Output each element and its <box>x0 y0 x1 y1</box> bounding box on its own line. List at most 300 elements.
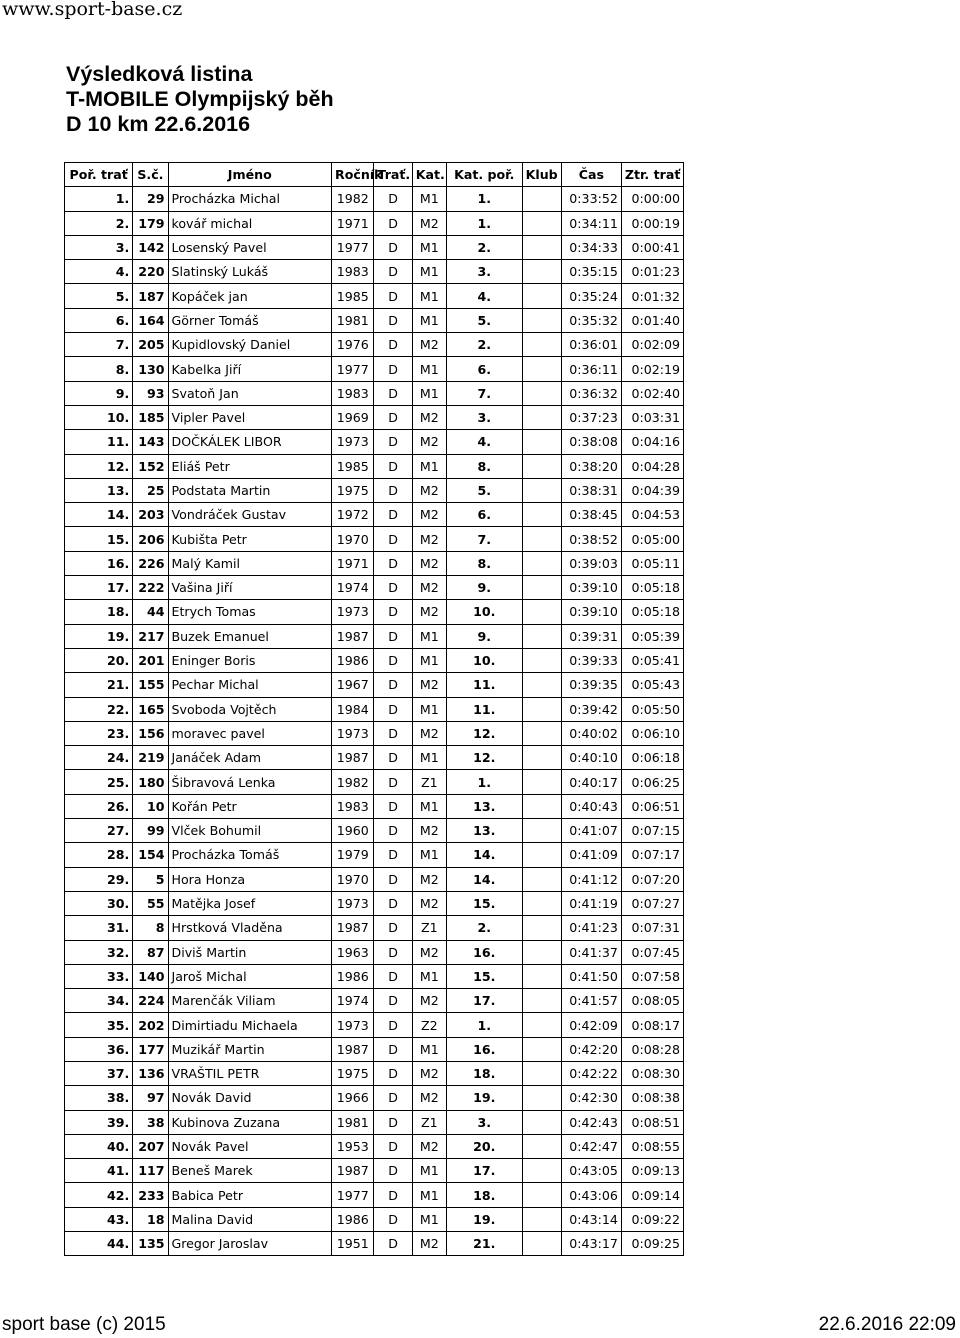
col-gap-cell: 0:02:09 <box>621 333 683 357</box>
col-name-cell: Dimirtiadu Michaela <box>168 1013 332 1037</box>
col-gap-cell: 0:05:39 <box>621 624 683 648</box>
col-bib-cell: 179 <box>133 211 168 235</box>
table-row <box>65 1232 684 1256</box>
col-trat-cell: D <box>374 235 412 259</box>
col-time-cell: 0:38:31 <box>561 478 621 502</box>
table-row <box>65 746 684 770</box>
col-kat-rank-cell: 4. <box>446 430 522 454</box>
col-year-cell: 1987 <box>332 1159 374 1183</box>
col-year-cell: 1981 <box>332 308 374 332</box>
col-name-cell: Jaroš Michal <box>168 964 332 988</box>
table-row <box>65 989 684 1013</box>
col-name-cell: Kabelka Jiří <box>168 357 332 381</box>
col-name-cell: Kubinova Zuzana <box>168 1110 332 1134</box>
col-time-cell: 0:41:07 <box>561 819 621 843</box>
col-gap-cell: 0:07:45 <box>621 940 683 964</box>
col-kat-cell: M1 <box>412 454 446 478</box>
col-rank-cell: 15. <box>65 527 133 551</box>
col-time-cell: 0:41:50 <box>561 964 621 988</box>
col-year-cell: 1973 <box>332 721 374 745</box>
col-gap-cell: 0:07:15 <box>621 819 683 843</box>
col-kat-cell: M2 <box>412 211 446 235</box>
col-rank-cell: 6. <box>65 308 133 332</box>
col-time-cell: 0:36:11 <box>561 357 621 381</box>
col-kat-rank-cell: 19. <box>446 1207 522 1231</box>
header-col-gap: Ztr. trať <box>621 163 683 187</box>
col-bib-cell: 206 <box>133 527 168 551</box>
col-year-cell: 1966 <box>332 1086 374 1110</box>
col-year-cell: 1983 <box>332 381 374 405</box>
col-rank-cell: 14. <box>65 503 133 527</box>
col-bib-cell: 5 <box>133 867 168 891</box>
col-gap-cell: 0:08:55 <box>621 1134 683 1158</box>
col-bib-cell: 10 <box>133 794 168 818</box>
col-klub-cell <box>522 357 561 381</box>
col-kat-rank-cell: 7. <box>446 527 522 551</box>
title-line-race: T-MOBILE Olympijský běh <box>66 87 334 111</box>
col-kat-rank-cell: 4. <box>446 284 522 308</box>
col-rank-cell: 20. <box>65 648 133 672</box>
col-bib-cell: 165 <box>133 697 168 721</box>
col-bib-cell: 177 <box>133 1037 168 1061</box>
col-kat-rank-cell: 8. <box>446 551 522 575</box>
col-kat-rank-cell: 20. <box>446 1134 522 1158</box>
col-klub-cell <box>522 260 561 284</box>
col-gap-cell: 0:04:28 <box>621 454 683 478</box>
col-gap-cell: 0:07:58 <box>621 964 683 988</box>
col-klub-cell <box>522 430 561 454</box>
col-rank-cell: 7. <box>65 333 133 357</box>
col-kat-cell: M2 <box>412 1061 446 1085</box>
col-time-cell: 0:39:35 <box>561 673 621 697</box>
col-kat-rank-cell: 18. <box>446 1061 522 1085</box>
col-rank-cell: 30. <box>65 891 133 915</box>
col-rank-cell: 18. <box>65 600 133 624</box>
footer-timestamp: 22.6.2016 22:09 <box>818 1314 956 1335</box>
col-year-cell: 1973 <box>332 430 374 454</box>
col-trat-cell: D <box>374 989 412 1013</box>
col-klub-cell <box>522 989 561 1013</box>
col-gap-cell: 0:02:19 <box>621 357 683 381</box>
col-kat-cell: M1 <box>412 1037 446 1061</box>
col-trat-cell: D <box>374 1110 412 1134</box>
col-time-cell: 0:39:10 <box>561 600 621 624</box>
col-kat-cell: M1 <box>412 1183 446 1207</box>
col-kat-rank-cell: 17. <box>446 989 522 1013</box>
col-time-cell: 0:34:33 <box>561 235 621 259</box>
col-bib-cell: 224 <box>133 989 168 1013</box>
col-time-cell: 0:43:06 <box>561 1183 621 1207</box>
col-name-cell: Kopáček jan <box>168 284 332 308</box>
col-year-cell: 1951 <box>332 1232 374 1256</box>
col-trat-cell: D <box>374 527 412 551</box>
col-kat-cell: M2 <box>412 576 446 600</box>
col-trat-cell: D <box>374 1183 412 1207</box>
col-rank-cell: 41. <box>65 1159 133 1183</box>
col-kat-cell: M2 <box>412 478 446 502</box>
col-gap-cell: 0:04:53 <box>621 503 683 527</box>
col-kat-rank-cell: 2. <box>446 333 522 357</box>
col-kat-rank-cell: 16. <box>446 940 522 964</box>
col-bib-cell: 130 <box>133 357 168 381</box>
col-kat-cell: M2 <box>412 1086 446 1110</box>
col-gap-cell: 0:04:16 <box>621 430 683 454</box>
col-trat-cell: D <box>374 964 412 988</box>
col-name-cell: Pechar Michal <box>168 673 332 697</box>
table-row <box>65 697 684 721</box>
footer-copyright: sport base (c) 2015 <box>2 1314 166 1335</box>
col-year-cell: 1981 <box>332 1110 374 1134</box>
col-kat-cell: M1 <box>412 260 446 284</box>
col-rank-cell: 25. <box>65 770 133 794</box>
table-row <box>65 1207 684 1231</box>
col-trat-cell: D <box>374 551 412 575</box>
col-trat-cell: D <box>374 819 412 843</box>
col-name-cell: Malina David <box>168 1207 332 1231</box>
col-year-cell: 1977 <box>332 235 374 259</box>
table-row <box>65 1037 684 1061</box>
col-time-cell: 0:41:23 <box>561 916 621 940</box>
col-kat-rank-cell: 3. <box>446 260 522 284</box>
col-trat-cell: D <box>374 430 412 454</box>
col-rank-cell: 37. <box>65 1061 133 1085</box>
col-kat-rank-cell: 7. <box>446 381 522 405</box>
col-klub-cell <box>522 867 561 891</box>
col-trat-cell: D <box>374 1061 412 1085</box>
col-kat-rank-cell: 1. <box>446 1013 522 1037</box>
page-title <box>66 62 334 137</box>
col-kat-cell: M1 <box>412 746 446 770</box>
col-gap-cell: 0:08:51 <box>621 1110 683 1134</box>
col-time-cell: 0:37:23 <box>561 405 621 429</box>
header-col-rank: Poř. trať <box>65 163 133 187</box>
col-rank-cell: 34. <box>65 989 133 1013</box>
col-kat-cell: M1 <box>412 1159 446 1183</box>
col-kat-rank-cell: 5. <box>446 308 522 332</box>
col-year-cell: 1985 <box>332 284 374 308</box>
table-row <box>65 1013 684 1037</box>
table-row <box>65 503 684 527</box>
col-rank-cell: 9. <box>65 381 133 405</box>
table-row <box>65 1159 684 1183</box>
table-row <box>65 478 684 502</box>
col-kat-rank-cell: 15. <box>446 964 522 988</box>
col-bib-cell: 135 <box>133 1232 168 1256</box>
col-rank-cell: 35. <box>65 1013 133 1037</box>
col-time-cell: 0:42:20 <box>561 1037 621 1061</box>
col-kat-rank-cell: 2. <box>446 235 522 259</box>
col-trat-cell: D <box>374 843 412 867</box>
table-row <box>65 891 684 915</box>
table-row <box>65 527 684 551</box>
col-year-cell: 1970 <box>332 527 374 551</box>
table-row <box>65 576 684 600</box>
col-kat-cell: M2 <box>412 819 446 843</box>
table-row <box>65 721 684 745</box>
col-year-cell: 1969 <box>332 405 374 429</box>
col-trat-cell: D <box>374 1086 412 1110</box>
col-rank-cell: 17. <box>65 576 133 600</box>
col-trat-cell: D <box>374 648 412 672</box>
title-line-category: D 10 km 22.6.2016 <box>66 112 251 136</box>
col-trat-cell: D <box>374 187 412 211</box>
table-row <box>65 940 684 964</box>
col-klub-cell <box>522 916 561 940</box>
col-year-cell: 1987 <box>332 624 374 648</box>
col-kat-rank-cell: 21. <box>446 1232 522 1256</box>
col-klub-cell <box>522 1207 561 1231</box>
col-name-cell: Eliáš Petr <box>168 454 332 478</box>
col-gap-cell: 0:01:23 <box>621 260 683 284</box>
col-gap-cell: 0:05:50 <box>621 697 683 721</box>
col-kat-rank-cell: 1. <box>446 770 522 794</box>
col-bib-cell: 87 <box>133 940 168 964</box>
col-year-cell: 1983 <box>332 260 374 284</box>
col-kat-cell: M1 <box>412 1207 446 1231</box>
col-year-cell: 1975 <box>332 478 374 502</box>
col-time-cell: 0:38:52 <box>561 527 621 551</box>
table-row <box>65 308 684 332</box>
col-rank-cell: 16. <box>65 551 133 575</box>
col-bib-cell: 226 <box>133 551 168 575</box>
col-gap-cell: 0:07:31 <box>621 916 683 940</box>
col-klub-cell <box>522 1134 561 1158</box>
col-name-cell: Procházka Tomáš <box>168 843 332 867</box>
col-year-cell: 1973 <box>332 1013 374 1037</box>
col-gap-cell: 0:06:51 <box>621 794 683 818</box>
col-bib-cell: 18 <box>133 1207 168 1231</box>
col-kat-cell: M1 <box>412 357 446 381</box>
col-gap-cell: 0:08:30 <box>621 1061 683 1085</box>
col-year-cell: 1963 <box>332 940 374 964</box>
col-bib-cell: 203 <box>133 503 168 527</box>
table-row <box>65 1134 684 1158</box>
col-bib-cell: 44 <box>133 600 168 624</box>
col-klub-cell <box>522 843 561 867</box>
col-time-cell: 0:41:57 <box>561 989 621 1013</box>
col-bib-cell: 180 <box>133 770 168 794</box>
col-klub-cell <box>522 478 561 502</box>
col-time-cell: 0:42:43 <box>561 1110 621 1134</box>
col-kat-cell: M2 <box>412 989 446 1013</box>
col-kat-cell: M2 <box>412 940 446 964</box>
table-row <box>65 260 684 284</box>
col-name-cell: Gregor Jaroslav <box>168 1232 332 1256</box>
col-kat-rank-cell: 10. <box>446 648 522 672</box>
col-year-cell: 1953 <box>332 1134 374 1158</box>
results-body <box>65 187 684 1256</box>
col-rank-cell: 27. <box>65 819 133 843</box>
col-bib-cell: 205 <box>133 333 168 357</box>
table-row <box>65 867 684 891</box>
col-name-cell: Vipler Pavel <box>168 405 332 429</box>
col-kat-cell: M2 <box>412 503 446 527</box>
col-klub-cell <box>522 211 561 235</box>
col-name-cell: Kupidlovský Daniel <box>168 333 332 357</box>
col-rank-cell: 24. <box>65 746 133 770</box>
col-year-cell: 1987 <box>332 916 374 940</box>
col-klub-cell <box>522 503 561 527</box>
col-klub-cell <box>522 624 561 648</box>
col-name-cell: Slatinský Lukáš <box>168 260 332 284</box>
table-row <box>65 211 684 235</box>
col-trat-cell: D <box>374 916 412 940</box>
col-rank-cell: 39. <box>65 1110 133 1134</box>
col-trat-cell: D <box>374 940 412 964</box>
col-name-cell: Podstata Martin <box>168 478 332 502</box>
col-time-cell: 0:38:08 <box>561 430 621 454</box>
col-kat-rank-cell: 15. <box>446 891 522 915</box>
col-year-cell: 1971 <box>332 211 374 235</box>
col-gap-cell: 0:08:28 <box>621 1037 683 1061</box>
col-kat-cell: M2 <box>412 405 446 429</box>
table-row <box>65 333 684 357</box>
table-row <box>65 964 684 988</box>
col-kat-rank-cell: 6. <box>446 503 522 527</box>
col-klub-cell <box>522 819 561 843</box>
table-row <box>65 673 684 697</box>
col-kat-cell: M2 <box>412 1232 446 1256</box>
col-rank-cell: 3. <box>65 235 133 259</box>
col-klub-cell <box>522 308 561 332</box>
col-time-cell: 0:41:09 <box>561 843 621 867</box>
col-klub-cell <box>522 381 561 405</box>
header-col-kat: Kat. <box>412 163 446 187</box>
col-trat-cell: D <box>374 1013 412 1037</box>
col-rank-cell: 21. <box>65 673 133 697</box>
col-bib-cell: 93 <box>133 381 168 405</box>
table-row <box>65 600 684 624</box>
col-bib-cell: 140 <box>133 964 168 988</box>
col-bib-cell: 201 <box>133 648 168 672</box>
col-trat-cell: D <box>374 284 412 308</box>
col-name-cell: Hrstková Vladěna <box>168 916 332 940</box>
col-name-cell: Kořán Petr <box>168 794 332 818</box>
col-rank-cell: 32. <box>65 940 133 964</box>
col-rank-cell: 42. <box>65 1183 133 1207</box>
col-name-cell: Marenčák Viliam <box>168 989 332 1013</box>
col-rank-cell: 13. <box>65 478 133 502</box>
table-row <box>65 1110 684 1134</box>
col-trat-cell: D <box>374 357 412 381</box>
col-klub-cell <box>522 721 561 745</box>
col-kat-cell: M2 <box>412 430 446 454</box>
col-klub-cell <box>522 1013 561 1037</box>
col-bib-cell: 155 <box>133 673 168 697</box>
col-name-cell: kovář michal <box>168 211 332 235</box>
col-gap-cell: 0:08:05 <box>621 989 683 1013</box>
col-bib-cell: 233 <box>133 1183 168 1207</box>
col-time-cell: 0:40:43 <box>561 794 621 818</box>
col-kat-rank-cell: 5. <box>446 478 522 502</box>
col-gap-cell: 0:00:41 <box>621 235 683 259</box>
col-bib-cell: 38 <box>133 1110 168 1134</box>
col-trat-cell: D <box>374 405 412 429</box>
col-kat-rank-cell: 2. <box>446 916 522 940</box>
col-gap-cell: 0:09:14 <box>621 1183 683 1207</box>
col-gap-cell: 0:09:22 <box>621 1207 683 1231</box>
col-name-cell: Novák Pavel <box>168 1134 332 1158</box>
col-trat-cell: D <box>374 260 412 284</box>
col-gap-cell: 0:07:27 <box>621 891 683 915</box>
col-trat-cell: D <box>374 1159 412 1183</box>
col-gap-cell: 0:06:18 <box>621 746 683 770</box>
col-klub-cell <box>522 1159 561 1183</box>
col-gap-cell: 0:02:40 <box>621 381 683 405</box>
col-gap-cell: 0:07:17 <box>621 843 683 867</box>
col-trat-cell: D <box>374 673 412 697</box>
col-gap-cell: 0:05:41 <box>621 648 683 672</box>
col-kat-cell: M1 <box>412 697 446 721</box>
col-time-cell: 0:42:22 <box>561 1061 621 1085</box>
col-bib-cell: 142 <box>133 235 168 259</box>
col-rank-cell: 23. <box>65 721 133 745</box>
table-row <box>65 843 684 867</box>
col-time-cell: 0:36:32 <box>561 381 621 405</box>
col-time-cell: 0:39:42 <box>561 697 621 721</box>
col-year-cell: 1970 <box>332 867 374 891</box>
col-kat-rank-cell: 11. <box>446 697 522 721</box>
col-klub-cell <box>522 527 561 551</box>
header-col-name: Jméno <box>168 163 332 187</box>
table-row <box>65 916 684 940</box>
col-rank-cell: 29. <box>65 867 133 891</box>
col-bib-cell: 152 <box>133 454 168 478</box>
col-klub-cell <box>522 673 561 697</box>
col-bib-cell: 222 <box>133 576 168 600</box>
col-time-cell: 0:34:11 <box>561 211 621 235</box>
col-kat-rank-cell: 8. <box>446 454 522 478</box>
col-rank-cell: 22. <box>65 697 133 721</box>
col-klub-cell <box>522 600 561 624</box>
col-trat-cell: D <box>374 867 412 891</box>
col-kat-cell: M1 <box>412 964 446 988</box>
col-rank-cell: 10. <box>65 405 133 429</box>
table-row <box>65 1061 684 1085</box>
col-gap-cell: 0:08:17 <box>621 1013 683 1037</box>
col-name-cell: Losenský Pavel <box>168 235 332 259</box>
col-time-cell: 0:39:10 <box>561 576 621 600</box>
col-year-cell: 1986 <box>332 1207 374 1231</box>
col-bib-cell: 117 <box>133 1159 168 1183</box>
col-klub-cell <box>522 891 561 915</box>
col-trat-cell: D <box>374 1207 412 1231</box>
header-col-time: Čas <box>561 163 621 187</box>
col-kat-rank-cell: 6. <box>446 357 522 381</box>
table-row <box>65 187 684 211</box>
col-time-cell: 0:35:15 <box>561 260 621 284</box>
col-bib-cell: 156 <box>133 721 168 745</box>
col-trat-cell: D <box>374 478 412 502</box>
col-bib-cell: 99 <box>133 819 168 843</box>
col-name-cell: Janáček Adam <box>168 746 332 770</box>
col-rank-cell: 11. <box>65 430 133 454</box>
col-name-cell: Vlček Bohumil <box>168 819 332 843</box>
header-row <box>65 163 684 187</box>
col-name-cell: Görner Tomáš <box>168 308 332 332</box>
col-name-cell: Vondráček Gustav <box>168 503 332 527</box>
col-kat-rank-cell: 1. <box>446 211 522 235</box>
col-rank-cell: 2. <box>65 211 133 235</box>
col-kat-cell: M1 <box>412 794 446 818</box>
col-trat-cell: D <box>374 794 412 818</box>
col-bib-cell: 136 <box>133 1061 168 1085</box>
col-trat-cell: D <box>374 600 412 624</box>
col-name-cell: Diviš Martin <box>168 940 332 964</box>
col-name-cell: Svoboda Vojtěch <box>168 697 332 721</box>
col-year-cell: 1976 <box>332 333 374 357</box>
col-klub-cell <box>522 235 561 259</box>
